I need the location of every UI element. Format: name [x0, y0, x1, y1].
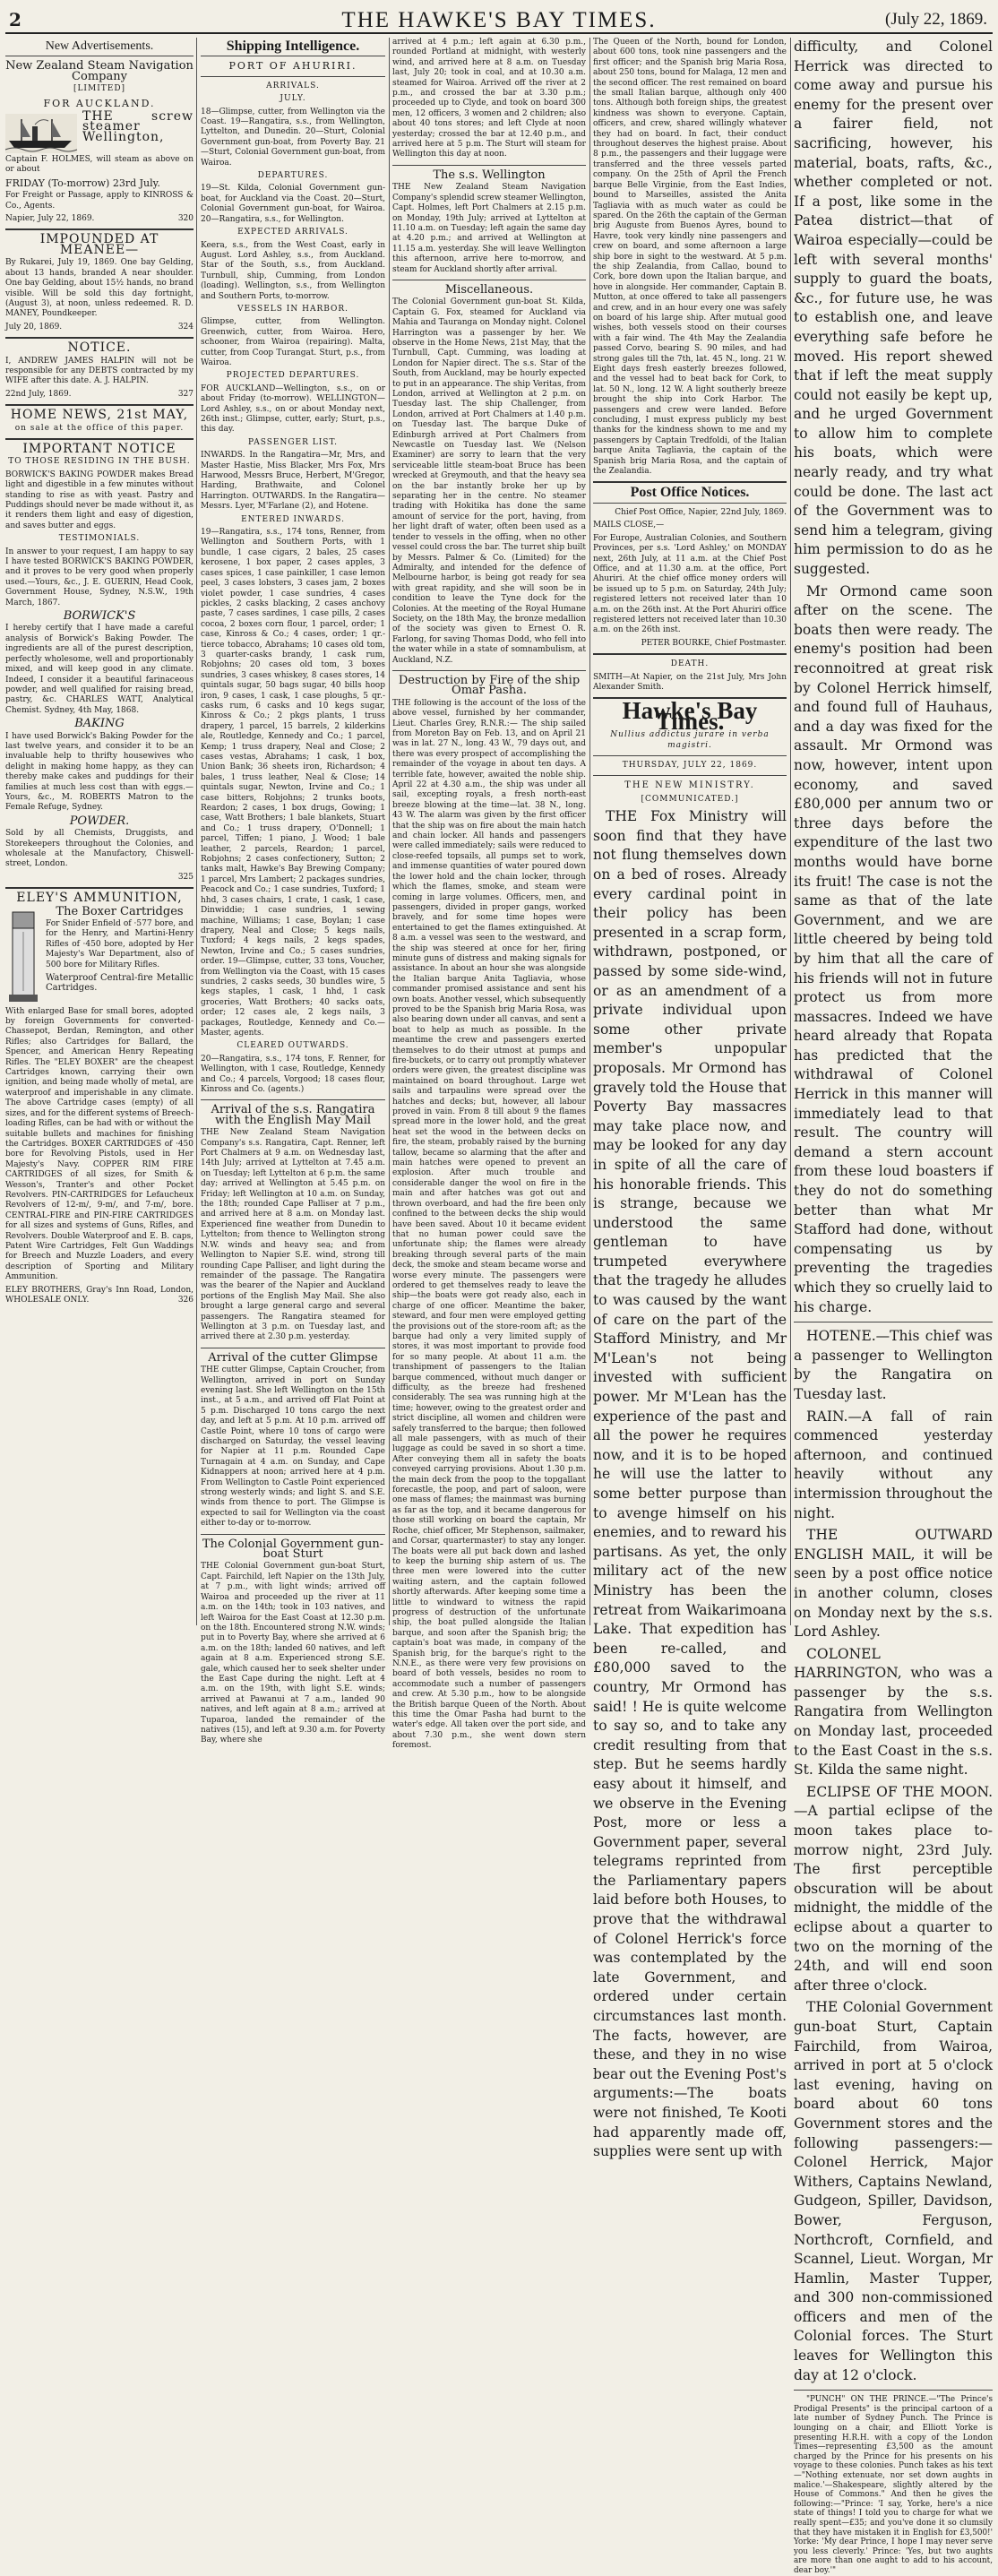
entered-list: 19—Rangatira, s.s., 174 tons, Renner, from Wellington and Southern Ports, with 1 bundle, 1 case cigars, 2 bales, 25 cases kerosene, 1 box paper, 2 cases apples, 3 cases spices, 1 case painkiller, 1 case lemon peel, 3 cases lobsters, 3 cases jam, 2 boxes violet powder, 1 case sundries, 4 cases pickles, 2 casks blacking, 2 cases anchovy paste, 7 cases sardines, 1 case pills, 2 cases cocoa, 2 boxes corn flour, 1 parcel, order; 1 case, Kinross & Co.; 4 cases, order; 1 qr.-tierce tobacco, Abrahams; 10 cases old tom, 3 quarter-casks brandy, 1 cask rum, Robjohns; 20 cases old tom, 3 boxes sundries, 3 cases whiskey, 8 cases stores, 14 quintals sugar, 50 bags sugar, 40 bills hoop iron, 9 cases, 1 cask, 1 case ploughs, 5 qr.-casks rum, 6 casks and 10 kegs sugar, Kinross & Co.; 2 pkgs plants, 1 truss drapery, 1 parcel, 15 barrels, 2 kilderkins ale, Routledge, Kennedy and Co.; 1 parcel, Kemp; 1 truss drapery, Neal and Close; 2 cases vestas, Abrahams; 1 cask, 1 box, Union Bank; 36 sheets iron, Richardson; 4 bales, 1 truss leather, Neal & Close; 14 quintals sugar, Newton, Irvine and Co.; 1 case bitters, Robjohns; 2 trunks boots, Reardon; 2 cases, 1 box drugs, Gowing; 1 case, Watt Brothers; 1 bale blankets, Stuart and Co.; 1 truss drapery, O'Donnell; 1 parcel, Tiffen; 1 piano, J. Wood; 1 bale leather, 2 parcels, Reardon; 1 parcel, Robjohns; 2 cases confectionery, Sutton; 2 tanks malt, Hawke's Bay Brewing Company; 1 parcel, Mrs Lambert; 2 packages sundries, Peacock and Co.; 1 case sundries, Tuxford; 1 hhd, 3 cases chairs, 1 crate, 1 cask, 1 case, Dinwiddie; 1 case sundries, 1 sewing machine, Williams; 1 case, Boylan; 1 case drapery, Neal and Close; 5 kegs nails, Tuxford; 4 kegs nails, 2 kegs spades, Newton, Irvine and Co.; 5 cases sundries, order. 19—Glimpse, cutter, 33 tons, Voucher, from Wellington via the Coast, with 15 cases sundries, 2 casks seeds, 30 bundles wire, 5 kegs staples, 1 cask, 1 hhd, 1 cask groceries, Watt Brothers; 40 sacks oats, order; 12 cases ale, 2 kegs nails, 3 packages, Routledge, Kennedy and Co.—Master, agents. [201, 528, 385, 1038]
editorial-body: Mr Ormond came soon after on the scene. The boats then were ready. The enemy's position had been reconnoitred at great risk by Colonel Herrick himself, and found full of Hauhaus, and a day was fixed for the assault. Mr Ormond was now, however, intent upon economy, and saved £80,000 per annum two or three days before the expenditure of the last two months would have borne its fruit! The case is not the same as that of the late Government, and we are little cheered by being told by him that all the care of his friends will not in future protect us from more massacres. Indeed we have heard already that Ropata has predicted that the withdrawal of Colonel Herrick in this manner will immediately lead to that result. The country will demand a stern account from these loud boasters if they do not do something better than what Mr Stafford had done, without compensating us by preventing the tragedies which they so cruelly laid to his charge. [794, 582, 993, 1315]
ad-important-title: IMPORTANT NOTICE [22, 441, 176, 456]
divider [5, 337, 194, 339]
article-body: THE New Zealand Steam Navigation Company's s.s. Rangatira, Capt. Renner, left Port Chalmers at 9 a.m. on Wednesday last, 14th July; arrived at Lyttelton at 7.45 a.m. on Tuesday; left Lyttelton at 6 p.m. the same day; arrived at Wellington at 5.45 p.m. on Friday; left Wellington at 10 a.m. on Sunday, the 18th; rounded Cape Palliser at 7 p.m., and arrived here at 8 a.m. on Monday last. Experienced fine weather from Dunedin to Lyttelton; from thence to Wellington strong N.W. winds and heavy sea; and from Wellington to Napier S.E. wind, strong till rounding Cape Palliser, and light during the remainder of the passage. The Rangatira was the bearer of the Napier and Auckland portions of the English May Mail. She also brought a large general cargo and several passengers. The Rangatira steamed for Wellington at 3 p.m. on Tuesday last, and arrived there at 2.30 p.m. yesterday. [201, 1128, 385, 1342]
ad-eley-body: With enlarged Base for small bores, adopted by foreign Governments for converted-Chassepot, Berdan, Remington, and other Rifles; also Cartridges for Ballard, the Spencer, and American Henry Repeating Rifles. The "ELEY BOXER" are the cheapest Cartridges known, carrying their own ignition, and being made wholly of metal, are waterproof and imperishable in any climate. The above Cartridge cases (empty) of all sizes, and for the different systems of Breech-loading Rifles, can be had with or without the suitable bullets and machines for finishing the Cartridges. BOXER CARTRIDGES of ·450 bore for Revolving Pistols, used in Her Majesty's Navy. COPPER RIM FIRE CARTRIDGES of all sizes, for Smith & Wesson's, Tranter's and other Pocket Revolvers. PIN-CARTRIDGES for Lefaucheux Revolvers of 12-m/, 9-m/, and 7-m/, bore. CENTRAL-FIRE and PIN-FIRE CARTRIDGES for all sizes and systems of Guns, Rifles, and Revolvers. Double Waterproof and E. B. caps, Patent Wire Cartridges, Felt Gun Waddings for Breech and Muzzle Loaders, and every description of Sporting and Military Ammunition. [5, 1006, 194, 1282]
editorial-date: THURSDAY, JULY 22, 1869. [622, 761, 758, 770]
nameplate: Hawke's Bay Times. [622, 697, 758, 735]
divider [201, 1099, 385, 1100]
ad-number: 320 [177, 214, 194, 224]
expected-list: Keera, s.s., from the West Coast, early in August. Lord Ashley, s.s., from Auckland. Star of the South, s.s., from Auckland. Turnbull, ship, Cumming, from London (loading). Wellington, s.s., from Wellington and Southern Ports, to-morrow. [201, 240, 385, 301]
ad-eley-footer: ELEY BROTHERS, Gray's Inn Road, London, WHOLESALE ONLY. [5, 1285, 194, 1305]
ad-testimonial: I have used Borwick's Baking Powder for the last twelve years, and consider it to be an invaluable help to thrifty housewives who delight in making home happy, as they can thereby make cakes and puddings for their families at much less cost than with eggs.—Yours, &c., M. ROBERTS Matron to the Female Refuge, Sydney. [5, 731, 194, 813]
article-heading: Arrival of the cutter Glimpse [208, 1350, 378, 1365]
steamship-icon [5, 114, 77, 153]
article-body: The Queen of the North, bound for London, about 600 tons, took nine passengers and the first officer; and the Spanish brig Maria Rosa, about 250 tons, bound for Malaga, 12 men and the second officer. The rest remained on board the small Italian barque, although only 400 tons. Although both foreign ships, the greatest kindness was shown to everyone. Captain, officers, and crew, shared willingly whatever they had on board. In fact, their conduct throughout deserves the highest praise. About 8 p.m., the passengers and their luggage were transferred and the three vessels parted company. On the 25th of April the French barque Belle Virginie, from the East Indies, bound to Marseilles, assisted the Anita Tagliavia with as much water as could be spared. On the 26th the captain of the German brig Auguste from Buenos Ayres, bound to Havre, took very kindly nine passengers and crew on board, and some afternoon a large ship bore in sight to the westward. At 5 p.m. the ship Zealandia, from Callao, bound to Cork, bore down upon the Italian barque, and hove in alongside. Her commander, Captain B. Mutton, at once offered to take all passengers and crew, and in an hour every one was safely on board of his large ship. After mutual good wishes, both vessels stood on their courses with a fair wind. The 4th May the Zealandia passed Corvo, bearing S. 90 miles, and had strong gales till the 7th, lat. 45 N., long. 21 W. Eight days fresh easterly breezes followed, and the vessel had to beat back for Cork, to lat. 50 N., long. 12 W. A light southerly breeze brought the ship into Cork Harbor. The passengers and crew were landed. Before concluding, I must express publicly my best thanks for the kindness shown to me and my passengers by Captain Tredfoldi, of the Italian barque Anita Tagliavia, the captain of the Spanish brig Maria Rosa, and the captain of the Zealandia. [593, 38, 787, 477]
divider [593, 755, 787, 756]
column-editorial [593, 38, 787, 2160]
arrivals-list: 18—Glimpse, cutter, from Wellington via the Coast. 19—Rangatira, s.s., from Wellington, Lyttelton, and Dunedin. 20—Sturt, Colonial Government gun-boat, from Poverty Bay. 21—Sturt, Colonial Government gun-boat, from Wairoa. [201, 107, 385, 168]
divider [593, 775, 787, 776]
ad-testimonial: I hereby certify that I have made a careful analysis of Borwick's Baking Powder. The ingredients are all of the purest description, perfectly wholesome, well and proportionably mixed, and will keep good in any climate. Indeed, I consider it a beautiful farinaceous powder, and well qualified for raising bread, pastry, &c. CHARLES WATT, Analytical Chemist. Sydney, 4th May, 1868. [5, 624, 194, 715]
ad-number: 324 [177, 322, 194, 332]
article-body: THE following is the account of the loss of the above vessel, furnished by her commander, Lieut. Charles Grey, R.N.R.:— The ship sailed from Moreton Bay on Feb. 13, and on April 21 was in lat. 27 N., long. 43 W., 79 days out, and there was every prospect of accomplishing the remainder of the voyage in about ten days. A terrible fate, however, awaited the noble ship. April 22 at 4.30 a.m., the ship was under all sail, excepting royals, a fresh north-east breeze blowing at the time—lat. 38 N., long. 43 W. The alarm was given by the first officer that the ship was on fire about the main hatch and chain locker. All hands and passengers were called immediately; sails were reduced to close-reefed topsails, all pumps set to work, and immense quantities of water poured down the lower hold and the chain locker, through which the flames, smoke, and steam were coming in large volumes. Officers, men, and passengers, divided in proper gangs, worked bravely, and for some time hopes were entertained to get the flames extinguished. At 8 a.m. a vessel was seen to the westward, and the ship was steered at once for her, firing minute guns of distress and making signals for assistance. In about an hour she was alongside the Italian barque Anita Tagliavia, whose commander promised assistance and sent his own boats. Another vessel, which subsequently proved to be the Spanish brig Maria Rosa, was also bearing down under all canvas, and sent a boat to help as much as possible. In the meantime the crew and passengers exerted themselves to do their utmost at pumps and fire-buckets, or to carry out promptly whatever orders were given, the greatest discipline was maintained on board throughout. Large wet sails and tarpaulins were spread over the hatches and decks; but, however, all labour proved in vain. From 8 till about 9 the flames spread more in the lower hold, and the great heat set the wood in the between decks on fire, the steam, probably raised by the burning tallow, became so alarming that the after and main hatches were opened to prevent an explosion. After much trouble and considerable danger the wool on fire in the main and after hatches was got out and thrown overboard, and had the fire been only confined to the between decks the ship would have been saved. About 10 it became evident that no human power could save the unfortunate ship; the flames were already breaking through several parts of the main deck, the smoke and steam became worse and worse every minute. The passengers were ordered to get themselves ready to leave the ship—the boats were got ready also, each in charge of one officer. Meantime the baker, steward, and four men were employed getting the provisions out of the store-room aft; as the barque had only a very limited supply of stores, it was most important to provide food for so many people. At about 11 a.m. the transhipment of passengers to the Italian barque commenced, without much danger or difficulty, as the breeze had freshened considerably. The sea was running high at the time; however, owing to the greatest order and strict discipline, all women and children were safely transferred to the barque; then followed all male passengers, with as much of their luggage as could be saved in so short a time. After conveying them all in safety the boats conveyed carrying provisions. About 1.30 p.m. the main deck from the poop to the topgallant forecastle, the poop, and part of saloon, were one mass of flames; the mainmast was burning as far as the top, and it became dangerous for those still working on board the captain, Mr Roche, chief officer, Mr Stephenson, sailmaker, and Corsar, quartermaster) to stay any longer. The boats were all put back down and lashed to keep the burning ship astern of us. The three men were lowered into the cutter waiting astern, and the captain followed shortly afterwards. After keeping some time a little to windward to witness the rapid progress of destruction of the unfortunate ship, the boat pulled alongside the Italian barque, and soon after the Spanish brig; the captain's boat was made, in company of the Spanish brig, for the barque's right to the N.N.E., as there were very few provisions on board of both vessels, besides no room to accommodate such a number of passengers and crew. At 5.30 p.m., how to be alongside the British barque Queen of the North. About this time the Omar Pasha had burnt to the water's edge. All taken over the port side, and about 7.30 p.m., she went down stern foremost. [392, 698, 586, 1751]
newspaper-title: THE HAWKE'S BAY TIMES. [341, 8, 657, 32]
ad-testimonial: In answer to your request, I am happy to say I have tested BORWICK'S BAKING POWDER, and it proves to be very good when properly used.—Yours, &c., J. E. GUERIN, Head Cook, Government House, Sydney, N.S.W., 19th March, 1867. [5, 547, 194, 607]
departures-list: 19—St. Kilda, Colonial Government gun-boat, for Auckland via the Coast. 20—Sturt, Colonial Government gun-boat, for Wairoa. 20—Rangatira, s.s., for Wellington. [201, 184, 385, 224]
ad-powder: POWDER. [69, 814, 130, 828]
ad-captain: Captain F. HOLMES, will steam as above on or about [5, 155, 194, 175]
ad-sail-date: FRIDAY (To-morrow) 23rd July. [5, 177, 160, 189]
post-body: For Europe, Australian Colonies, and Southern Provinces, per s.s. 'Lord Ashley,' on MONDAY next, 26th July, at 11 a.m. at the Chief Post Office, and at 11.30 a.m. at the office, Port Ahuriri. At the chief office money orders will be issued up to 5 p.m. on Saturday, 24th July; registered letters not received later than 10 a.m. on the 26th inst. At the Port Ahuriri office registered letters not received later than 10.30 a.m. on the 26th inst. [593, 533, 787, 635]
news-item: RAIN.—A fall of rain commenced yesterday afternoon, and continued heavily without any intermission throughout the night. [794, 1408, 993, 1521]
column-news [392, 38, 586, 1751]
divider [593, 653, 787, 655]
ad-dateline: Napier, July 22, 1869. [5, 214, 95, 224]
subheading: ARRIVALS. [266, 81, 320, 90]
issue-date: (July 22, 1869. [885, 10, 987, 29]
ad-sold-by: Sold by all Chemists, Druggists, and Storekeepers throughout the Colonies, and wholesale at the Manufactory, Chiswell-street, London. [5, 829, 194, 869]
editorial-body: difficulty, and Colonel Herrick was directed to come away and pursue his enemy for the present over a fairer field, not sacrificing, however, his material, boats, rafts, &c., whether completed or not. If a post, like some in the Patea district—that of Wairoa especially—could be left with several months' supply to guard the boats, &c., for future use, he was to establish one, and leave everything safe before he moved. His report shewed that if left the meat supply could not easily be kept up, and he urged Government to allow him to complete his boats, which were nearly ready, and try what could be done. The last act of the Government was to send him a telegram, giving him permission to do as he suggested. [794, 39, 993, 578]
divider [201, 1534, 385, 1535]
subheading: CLEARED OUTWARDS. [237, 1041, 349, 1051]
ad-dateline: 22nd July, 1869. [5, 389, 72, 399]
port-heading: PORT OF AHURIRI. [228, 60, 357, 73]
news-item: COLONEL HARRINGTON, who was a passenger by the s.s. Rangatira from Wellington on Monday last, proceeded to the East Coast in the s.s. St. Kilda the same night. [794, 1645, 993, 1779]
ad-borwick-body: BORWICK'S BAKING POWDER makes Bread light and digestible in a few minutes without standing to rise as with yeast. Pastry and Puddings should never be made without it, as it renders them light and easy of digestion, and saves butter and eggs. [5, 470, 194, 530]
postmaster: PETER BOURKE, Chief Postmaster. [641, 638, 787, 648]
divider [593, 503, 787, 504]
passenger-list: INWARDS. In the Rangatira—Mr, Mrs, and Master Hastie, Miss Blacker, Mrs Fox, Mrs Harwood, Messrs Bruce, Herbert, M'Gregor, Harding, Brathwaite, and Colonel Harrington. OUTWARDS. In the Rangatira—Messrs. Lyer, M'Farlane (2), and Hotene. [201, 451, 385, 512]
ad-notice-title: NOTICE. [67, 340, 132, 356]
article-heading: The s.s. Wellington [433, 168, 546, 182]
article-body: The Colonial Government gun-boat St. Kilda, Captain G. Fox, steamed for Auckland via Mahia and Tauranga on Monday night. Colonel Harrington was a passenger by her. We observe in the Home News, 21st May, that the Turnbull, Capt. Cumming, was loading at London for Napier direct. The s.s. Star of the South, from Auckland, may be hourly expected to put in an appearance. The ship Veritas, from London, arrived at Wellington at 2 p.m. on Tuesday last. The ship Challenger, from London, arrived at Port Chalmers at 1.40 p.m. on Tuesday last. The barque Duke of Edinburgh arrived at Port Chalmers from Newcastle on Tuesday last. We (Nelson Examiner) are sorry to learn that the very serviceable little steam-boat Bruce has been wrecked at Greymouth, and that the heavy sea on the bar instantly broke her up by separating her in the centre. No steamer trading with Hokitika has done the same amount of service for the port, having, from her light draft of water, often been used as a tender to vessels in the offing, when no other vessel could cross the bar. The turret ship built by Messrs. Palmer & Co. (Limited) for the Admiralty, and intended for the defence of Melbourne harbor, is being got ready for sea with great rapidity, and she will soon be in condition to leave the Tyne dock for the Colonies. At the meeting of the Royal Humane Society, on the 18th May, the bronze medallion of the society was given to Ernest O. R. Farlong, for saving Thomas Dodd, who fell into the water while in a state of somnambulism, at Auckland, N.Z. [392, 297, 586, 665]
news-item: THE Colonial Government gun-boat Sturt, Captain Fairchild, from Wairoa, arrived in port at 5 o'clock last evening, having on board about 60 tons Government stores and the following passengers:—Colonel Herrick, Major Withers, Captains Newland, Gudgeon, Spiller, Davidson, Bower, Ferguson, Northcroft, Cornfield, and Scannel, Lieut. Worgan, Mr Hamlin, Master Tupper, and 300 non-commissioned officers and men of the Colonial forces. The Sturt leaves for Wellington this day at 12 o'clock. [794, 1999, 993, 2383]
subheading: DEPARTURES. [257, 171, 329, 181]
ad-waterproof: Waterproof Central-fire Metallic Cartridges. [46, 973, 194, 994]
communicated: [COMMUNICATED.] [641, 794, 739, 804]
subheading: PROJECTED DEPARTURES. [226, 371, 360, 381]
article-body: THE cutter Glimpse, Captain Croucher, from Wellington, arrived in port on Sunday evening last. She left Wellington on the 15th inst., at 5 a.m., and arrived off Flat Point at 5 p.m. Discharged 10 tons cargo the next day, and left at 5 p.m. At 10 p.m. arrived off Castle Point, where 10 tons of cargo were discharged on Saturday, the vessel leaving for Napier at 11 p.m. Rounded Cape Turnagain at 4 a.m. on Sunday, and Cape Kidnappers at noon; arrived here at 4 p.m. From Wellington to Castle Point experienced strong westerly winds; and light S. and S.E. winds from thence to port. The Glimpse is expected to sail for Wellington via the coast either to-day or to-morrow. [201, 1366, 385, 1529]
section-heading: Shipping Intelligence. [226, 39, 360, 54]
ad-boxer-body: For Snider Enfield of ·577 bore, and for the Henry, and Martini-Henry Rifles of ·450 bore, adopted by Her Majesty's War Department, also of 500 bore for Military Rifles. [46, 919, 194, 969]
column-rule [790, 38, 791, 1625]
projected-list: FOR AUCKLAND—Wellington, s.s., on or about Friday (to-morrow). WELLINGTON—Lord Ashley, s.s., on or about Monday next, 26th inst.; Glimpse, cutter, early; Sturt, p.s., this day. [201, 383, 385, 435]
ad-eley-title: ELEY'S AMMUNITION, [16, 891, 183, 906]
subheading: EXPECTED ARRIVALS. [237, 228, 348, 237]
ad-home-news-sub: on sale at the office of this paper. [14, 423, 185, 433]
ad-number: 326 [177, 1296, 194, 1305]
cartridge-icon [5, 909, 41, 1007]
ad-boxer-title: The Boxer Cartridges [56, 904, 184, 918]
article-heading: Destruction by Fire of the ship Omar Pasha. [398, 673, 581, 698]
subheading: PASSENGER LIST. [248, 437, 338, 447]
motto: Nullius addictus jurare in verba magistri. [610, 730, 770, 750]
divider [593, 481, 787, 483]
ad-impounded-body: By Rukarei, July 19, 1869. One bay Gelding, about 13 hands, branded A near shoulder. One bay Gelding, about 15½ hands, no brand visible. Will be sold this day fortnight, (August 3), at noon, unless redeemed. R. D. MANEY, Poundkeeper. [5, 258, 194, 319]
column-shipping [201, 38, 385, 1745]
article-heading: Arrival of the s.s. Rangatira with the English May Mail [211, 1103, 375, 1127]
divider [5, 228, 194, 230]
column-advertisements [5, 38, 194, 1625]
ad-baking: BAKING [74, 717, 125, 731]
article-body: arrived at 4 p.m.; left again at 6.30 p.m., rounded Portland at midnight, with westerly wind, and arrived here at 8 a.m. on Tuesday last, July 20; took in coal, and at 10.30 a.m. steamed for Wairoa. Arrived off the river at 2 p.m., and crossed the bar at 3.30 p.m.; proceeded up to Clyde, and took on board 300 men, 12 officers, 3 women and 2 children; also about 40 tons stores; and left Clyde at noon yesterday; crossed the bar at 12.40 p.m., and arrived here at 5 p.m. The Sturt will steam for Wellington this day at noon. [392, 38, 586, 159]
divider [5, 404, 194, 406]
vessels-list: Glimpse, cutter, from Wellington. Greenwich, cutter, from Wairoa. Hero, schooner, from Wairoa (repairing). Malta, cutter, from Coop Turangat. Sturt, p.s., from Wairoa. [201, 317, 385, 367]
ad-number: 325 [177, 872, 194, 882]
post-dateline: Chief Post Office, Napier, 22nd July, 1869. [615, 507, 787, 517]
ad-company: New Zealand Steam Navigation Company [5, 59, 194, 83]
subheading: VESSELS IN HARBOR. [237, 304, 349, 314]
ad-borwicks: BORWICK'S [63, 609, 136, 624]
month-label: JULY. [280, 94, 306, 104]
column-rule [196, 38, 197, 1625]
page-number: 2 [9, 9, 22, 30]
news-item: THE OUTWARD ENGLISH MAIL, it will be seen by a post office notice in another column, closes on Monday next by the s.s. Lord Ashley. [794, 1527, 993, 1641]
ad-limited: [LIMITED] [73, 84, 126, 94]
ad-number: 327 [177, 389, 194, 399]
ad-steamer: THE screw steamer Wellington, [82, 109, 194, 144]
death-body: SMITH—At Napier, on the 21st July, Mrs John Alexander Smith. [593, 672, 787, 692]
masthead [5, 5, 993, 34]
mails-close: MAILS CLOSE,— [593, 521, 665, 530]
post-office-heading: Post Office Notices. [630, 485, 750, 501]
divider [392, 670, 586, 671]
ad-notice-body: I, ANDREW JAMES HALPIN will not be responsible for any DEBTS contracted by my WIFE after this date. A. J. HALPIN. [5, 356, 194, 386]
column-rule [589, 38, 590, 1625]
divider [794, 2390, 993, 2391]
news-item: "PUNCH" ON THE PRINCE.—"The Prince's Prodigal Presents" is the principal cartoon of a late number of Sydney Punch. The Prince is lounging on a chair, and Elliott Yorke is presenting H.R.H. with a copy of the London Times—representing £3,500 as the amount charged by the Prince for his presents on his voyage to these colonies. Punch takes as his text—"Nothing extenuate, nor set down aughts in malice.'—Shakespeare, slightly altered by the House of Commons." And then he gives the following:—"Prince: 'I say, Yorke, here's a nice state of things! I told you to charge for what we really spent—£35; and you've done it so clumsily that they have mistaken it in English for £3,500!' Yorke: 'My dear Prince, I hope I may never serve you less cleverly.' Prince: 'Yes, but two aughts are more than one aught to add to his account, dear boy.'" [794, 2395, 993, 2575]
section-heading: New Advertisements. [45, 39, 154, 53]
news-item: HOTENE.—This chief was a passenger to Wellington by the Rangatira on Tuesday last. [794, 1328, 993, 1402]
ad-home-news: HOME NEWS, 21st MAY, [10, 408, 189, 423]
divider [392, 165, 586, 166]
article-heading: The Colonial Government gun-boat Sturt [202, 1537, 384, 1562]
ad-testimonials: TESTIMONIALS. [58, 534, 141, 544]
divider [5, 887, 194, 889]
subheading: ENTERED INWARDS. [241, 514, 345, 524]
article-body: THE Colonial Government gun-boat Sturt, Capt. Fairchild, left Napier on the 13th July, at 7 p.m., with light winds; arrived off Wairoa and proceeded up the river at 11 a.m. on the 14th; took in 103 natives, and left Wairoa for the East Coast at 12.30 p.m. on the 18th. Encountered strong N.W. winds; put in to Poverty Bay, where she arrived at 6 a.m. on the 18th; landed 60 natives, and left again at 8 a.m. Experienced strong S.E. gale, which caused her to seek shelter under the East Cape during the night. Left at 4 a.m. on the 19th, with light S.E. winds; arrived at Pawanui at 7 a.m., landed 90 natives, and left again at 8 a.m.; arrived at Tuparoa, landed the remainder of the natives (15), and left at 9.30 a.m. for Poverty Bay, where she [201, 1562, 385, 1745]
editorial-heading: THE NEW MINISTRY. [624, 780, 755, 791]
ad-dateline: July 20, 1869. [5, 322, 63, 332]
ad-important-sub: TO THOSE RESIDING IN THE BUSH. [8, 457, 191, 467]
cleared-list: 20—Rangatira, s.s., 174 tons, F. Renner, for Wellington, with 1 case, Routledge, Kennedy and Co.; 4 parcels, Vorgood; 18 cases flour, Kinross and Co. (agents.) [201, 1054, 385, 1094]
editorial-body: THE Fox Ministry will soon find that they have not flung themselves down on a bed of roses. Already every cardinal point in their policy has been presented in a scrap form, withdrawn, postponed, or passed by some side-wind, or as an amendment of a private individual upon some other private member's unpopular proposals. Mr Ormond has gravely told the House that Poverty Bay massacres may take place now, and may be looked for any day in spite of all the care of his honorable friends. This is strange, because we understood the same gentleman to have trumpeted everywhere that the tragedy he alludes to was caused by the want of care on the part of the Stafford Ministry, and Mr M'Lean's not being invested with sufficient power. Mr M'Lean has the experience of the past and all the power he requires now, and it is to be hoped he will use the latter to some better purpose than to avenge himself on his enemies, and to reward his partisans. As yet, the only military act of the new Ministry has been the retreat from Waikarimoana Lake. That expedition has been re-called, and £80,000 saved to the country, Mr Ormond has said! ! He is quite welcome to say so, and to take any credit resulting from that step. But he seems hardly easy about it himself, and we observe in the Evening Post, more or less a Government paper, several telegrams reprinted from the Parliamentary papers laid before both Houses, to prove that the withdrawal of Colonel Herrick's force was contemplated by the late Government, and ordered under certain circumstances last month. The facts, however, are these, and they in no wise bear out the Evening Post's arguments:—The boats were not finished, Te Kooti had apparently made off, supplies were sent up with [593, 808, 787, 2160]
news-item: ECLIPSE OF THE MOON.—A partial eclipse of the moon takes place to-morrow night, 23rd July. The first perceptible obscuration will be about midnight, the middle of the eclipse about a quarter to two on the morning of the 24th, and will end soon after three o'clock. [794, 1783, 993, 1994]
ad-destination: FOR AUCKLAND. [43, 97, 156, 109]
article-body: THE New Zealand Steam Navigation Company's splendid screw steamer Wellington, Capt. Holmes, left Port Chalmers at 2.15 p.m. on Monday, 19th July; arrived at Lyttelton at 11.10 a.m. on Tuesday; left again the same day at 4.20 p.m.; and arrived at Wellington at 11.15 a.m. yesterday. She will leave Wellington this afternoon, arrive here to-morrow, and steam for Auckland shortly after arrival. [392, 183, 586, 274]
ad-freight: For Freight or Passage, apply to KINROSS & Co., Agents. [5, 191, 194, 211]
column-editorial-continued [794, 38, 993, 2575]
divider [201, 76, 385, 77]
article-heading: Miscellaneous. [444, 282, 534, 297]
ad-impounded-title: IMPOUNDED AT MEANEE— [39, 232, 159, 257]
column-rule [389, 38, 390, 1625]
divider [5, 438, 194, 440]
death-heading: DEATH. [670, 659, 710, 669]
